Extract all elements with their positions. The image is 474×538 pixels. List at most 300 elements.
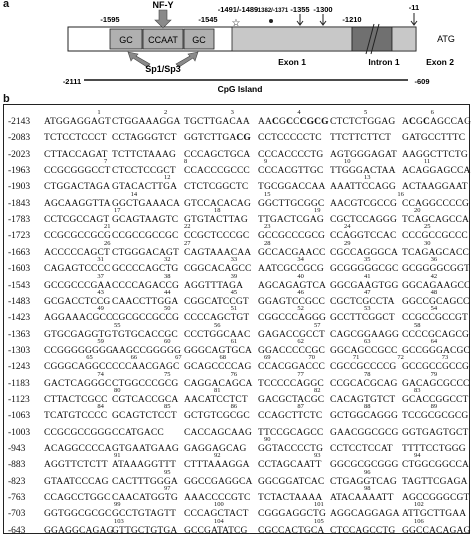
cpg-site-number: 105: [314, 517, 324, 525]
cpg-site-number: 28: [264, 239, 271, 247]
sequence-chunk: CCTCCTCCAT: [330, 444, 393, 454]
row-position: -643: [8, 525, 26, 536]
sequence-chunk: CCTCGCCAGT: [44, 215, 110, 226]
sequence-chunk: ACGCAGCCAG: [402, 117, 472, 127]
sequence-chunk: ATACAAAATT: [330, 493, 394, 504]
cpg-site-number: 73: [441, 354, 449, 362]
sequence-chunk: TTCCGCAGCC: [258, 427, 324, 438]
sequence-chunk: CGGCCCAGGG: [258, 313, 327, 324]
sequence-chunk: GGCTGAAACA: [112, 198, 180, 209]
sequence-chunk: GGCAGAAGCC: [402, 280, 471, 291]
cpg-site-number: 13: [364, 174, 371, 182]
cpg-site-number: 8: [184, 158, 188, 166]
sequence-chunk: TCCCCCAGGC: [258, 378, 324, 389]
cpg-site-number: 16: [397, 190, 404, 198]
pos-11: -11: [408, 3, 420, 12]
cpg-site-number: 61: [230, 337, 238, 345]
sequence-chunk: AAGCCGGGGG: [112, 345, 182, 356]
row-position: -2083: [8, 133, 31, 144]
sequence-chunk: CGCGCCGCCG: [112, 313, 179, 324]
sequence-chunk: GCACCGGCCT: [402, 394, 469, 405]
sequence-chunk: GACTCAGGGC: [44, 378, 112, 389]
sequence-chunk: GGGCAGTGCA: [184, 345, 252, 356]
sequence-chunk: CACCAGCAAG: [184, 427, 253, 438]
cpg-site-number: 92: [214, 452, 221, 460]
cpg-site-number: 3: [230, 109, 234, 116]
sequence-chunk: GTACACTTGA: [112, 182, 178, 193]
cpg-site-number: 37: [97, 272, 104, 280]
panel-a-label: a: [3, 0, 10, 10]
cpg-site-number: 24: [344, 223, 351, 231]
sequence-chunk: AGGTTCTCTT: [44, 460, 108, 471]
row-position: -1723: [8, 231, 31, 242]
cpg-site-number: 19: [314, 207, 321, 215]
cpg-site-number: 76: [230, 370, 238, 378]
sequence-chunk: TCAGCAGCCA: [402, 215, 469, 226]
cpg-site-number: 53: [364, 305, 371, 313]
sequence-chunk: CGGCACAGCC: [184, 264, 252, 275]
sequence-chunk: ATGGAGGAGT: [44, 117, 111, 127]
cpg-site-number: 57: [314, 321, 321, 329]
cpg-site-number: 47: [364, 288, 371, 296]
pos-1300: -1300: [313, 5, 333, 14]
sp-label: Sp1/Sp3: [145, 64, 181, 74]
cpg-site-number: 46: [297, 288, 304, 296]
intron1-label: Intron 1: [368, 57, 400, 67]
cpg-site-number: 15: [264, 190, 271, 198]
sequence-chunk: CAACATGGTG: [112, 493, 178, 504]
sequence-chunk: GCCTTCGGCT: [330, 313, 395, 324]
sequence-chunk: CAACCTTGGA: [112, 296, 179, 307]
cpg-site-number: 65: [86, 354, 93, 362]
cpg-site-number: 50: [164, 305, 171, 313]
sequence-chunk: CGCCAGGGCA: [330, 247, 399, 258]
row-position: -2023: [8, 149, 31, 160]
atg-label: ATG: [437, 34, 455, 44]
sequence-chunk: TGTGCACCGC: [112, 329, 178, 340]
row-position: -1543: [8, 280, 31, 291]
sequence-chunk: TCTACTAAAA: [258, 493, 323, 504]
cpg-site-number: 29: [344, 239, 351, 247]
sequence-chunk: GGACCCCCGC: [258, 345, 325, 356]
cpg-site-number: 58: [414, 321, 421, 329]
sequence-chunk: GCAGCCCCAG: [184, 362, 252, 373]
sequence-chunk: TGCGGACCAA: [258, 182, 326, 193]
sequence-chunk: CCGCGGGCCT: [44, 166, 111, 177]
row-position: -1903: [8, 182, 31, 193]
cpg-site-number: 94: [414, 452, 421, 460]
sequence-chunk: GGCGGATCAC: [258, 476, 325, 487]
cpg-site-number: 11: [424, 158, 431, 166]
sequence-chunk: CGCCGCCCCG: [330, 362, 397, 373]
cpg-site-number: 104: [214, 517, 224, 525]
exon-1-region: [232, 27, 352, 51]
cpg-site-number: 30: [424, 239, 431, 247]
sequence-chunk: GCTGTCGCGC: [184, 411, 250, 422]
sequence-chunk: CTTTAAAGGA: [184, 460, 250, 471]
sequence-chunk: TCTTCTAAAG: [112, 149, 177, 160]
sequence-chunk: GCAGTCTCCT: [112, 411, 177, 422]
sequence-chunk: CCCCAGACCG: [112, 280, 179, 291]
cpg-site-number: 35: [364, 256, 371, 264]
row-position: -1603: [8, 264, 31, 275]
sequence-chunk: ACCCCCAGCT: [44, 247, 110, 258]
sequence-chunk: CTCCTCCGCT: [112, 166, 176, 177]
cpg-site-number: 91: [114, 452, 121, 460]
sequence-chunk: CCAGCCTGGC: [44, 493, 111, 504]
row-position: -703: [8, 509, 26, 520]
sequence-chunk: CCCACCCCTG: [258, 149, 324, 160]
cpg-label: CpG Island: [217, 84, 263, 94]
cpg-site-number: 82: [314, 386, 321, 394]
cpg-site-number: 1: [97, 109, 101, 116]
sequence-chunk: CCTAGCAATT: [258, 460, 322, 471]
cpg-site-number: 79: [430, 370, 438, 378]
cpg-site-number: 59: [97, 337, 104, 345]
cpg-site-number: 60: [164, 337, 171, 345]
cpg-site-number: 6: [430, 109, 434, 116]
cpg-site-number: 23: [264, 223, 271, 231]
cpg-site-number: 66: [130, 354, 138, 362]
cpg-site-number: 10: [344, 158, 351, 166]
row-position: -1423: [8, 313, 31, 324]
sequence-chunk: GCTGGCAGGG: [330, 411, 398, 422]
exon2-label: Exon 2: [426, 57, 454, 67]
sequence-chunk: GTCCACACAG: [184, 198, 251, 209]
sequence-chunk: CACAGTGTCT: [330, 394, 396, 405]
pos-609: -609: [414, 77, 430, 86]
exon1-label: Exon 1: [278, 57, 306, 67]
cpg-site-number: 56: [214, 321, 221, 329]
sequence-chunk: CGGCATCCGT: [184, 296, 249, 307]
sequence-chunk: CCGGGGGGGG: [44, 345, 114, 356]
sequence-chunk: TTTTCCTGGG: [402, 444, 466, 454]
cpg-site-number: 62: [297, 337, 304, 345]
sequence-chunk: CAGGACAGCA: [184, 378, 253, 389]
sequence-chunk: AACATCCTCT: [184, 394, 248, 405]
sequence-chunk: GCGGGGCGGT: [402, 264, 470, 275]
gene-structure-diagram: [0, 0, 474, 96]
pos-1545: -1545: [198, 15, 218, 24]
cpg-site-number: 80: [114, 386, 121, 394]
cpg-site-number: 96: [364, 468, 371, 476]
sequence-chunk: GGCCGCAGCC: [402, 296, 470, 307]
cpg-site-number: 44: [164, 288, 171, 296]
row-position: -1663: [8, 247, 31, 258]
row-position: -1783: [8, 215, 31, 226]
gene-diagram-svg: [0, 0, 474, 96]
sequence-chunk: TCTCCTCCCT: [44, 133, 107, 144]
cpg-site-number: 25: [424, 223, 431, 231]
cpg-site-number: 64: [430, 337, 438, 345]
pos-1595: -1595: [100, 15, 120, 24]
cpg-site-number: 32: [164, 256, 171, 264]
cpg-site-number: 54: [430, 305, 438, 313]
cpg-site-number: 98: [364, 485, 371, 493]
arrow-1300: [320, 14, 326, 25]
cpg-site-number: 90: [264, 436, 271, 443]
cpg-site-number: 2: [164, 109, 168, 116]
pos-2111: -2111: [62, 77, 82, 86]
cpg-site-number: 5: [364, 109, 368, 116]
cpg-site-number: 18: [214, 207, 221, 215]
cpg-site-number: 40: [297, 272, 304, 280]
sequence-chunk: TCATGTCCCC: [44, 411, 108, 422]
cpg-site-number: 101: [314, 501, 324, 509]
cpg-site-number: 9: [264, 158, 268, 166]
sequence-chunk: CCGCACGCAG: [330, 378, 398, 389]
cpg-site-number: 49: [97, 305, 104, 313]
cpg-site-number: 86: [230, 403, 238, 411]
sequence-chunk: GTGAATGAAG: [112, 444, 179, 454]
cpg-site-number: 77: [297, 370, 304, 378]
sequence-chunk: GAACGGCGCG: [330, 427, 399, 438]
sequence-chunk: AACGCCCGCG: [258, 117, 329, 127]
sequence-chunk: TTGACTCGAG: [258, 215, 324, 226]
sequence-chunk: GGTCTTGACG: [184, 133, 251, 144]
cpg-site-number: 34: [297, 256, 304, 264]
sequence-chunk: GGCGCGCGGG: [330, 460, 399, 471]
cpg-site-number: 27: [184, 239, 191, 247]
nfy-label: NF-Y: [152, 0, 174, 10]
sequence-chunk: CAGCGGAAGG: [330, 329, 400, 340]
sequence-chunk: CGCTCGCCTA: [330, 296, 395, 307]
sequence-chunk: CGCTCCAGGG: [330, 215, 397, 226]
row-position: -823: [8, 476, 26, 487]
cpg-site-number: 97: [164, 485, 171, 493]
sequence-chunk: GCAGTAAGTC: [112, 215, 179, 226]
sequence-chunk: CCGCTCCCGC: [184, 231, 250, 242]
cpg-site-number: 93: [314, 452, 321, 460]
panel-b-label: b: [3, 93, 10, 105]
sequence-chunk: ATTGCTTGAA: [402, 509, 467, 520]
sequence-chunk: CTGGAAAGGA: [112, 117, 181, 127]
cpg-site-number: 36: [430, 256, 438, 264]
cpg-site-number: 51: [230, 305, 238, 313]
cpg-site-number: 87: [297, 403, 304, 411]
row-position: -1183: [8, 378, 30, 389]
sequence-chunk: CTCTCGGCTC: [184, 182, 249, 193]
cpg-site-number: 74: [97, 370, 104, 378]
star-marker: ☆: [231, 18, 241, 29]
cpg-site-number: 26: [104, 239, 111, 247]
sequence-chunk: TCCGCGCGCG: [402, 411, 469, 422]
sequence-chunk: AGCAGAGTCA: [258, 280, 326, 291]
ccaat-label: CCAAT: [148, 35, 178, 45]
sequence-chunk: CAGAGTCCCC: [44, 264, 111, 275]
sequence-chunk: GTAATCCCAG: [44, 476, 109, 487]
sequence-chunk: CTTACTCGCC: [44, 394, 108, 405]
sequence-chunk: CCACGGACCC: [258, 362, 325, 373]
cpg-site-number: 43: [97, 288, 104, 296]
row-position: -1003: [8, 427, 31, 438]
sequence-chunk: CCAGCTTCTC: [258, 411, 323, 422]
sequence-chunk: TTCTTCTTCT: [330, 133, 392, 144]
arrow-1355: [297, 14, 303, 25]
sequence-chunk: CGGGAGGCTG: [258, 509, 326, 520]
sequence-chunk: CTGAGGTCAG: [330, 476, 397, 487]
sequence-chunk: GCCGCCGCCG: [402, 362, 469, 373]
row-position: -943: [8, 444, 26, 454]
cpg-site-number: 72: [397, 354, 404, 362]
sequence-chunk: AGGCAGGAGA: [330, 509, 400, 520]
row-position: -883: [8, 460, 26, 471]
sequence-chunk: CCCAACGAGC: [112, 362, 180, 373]
sequence-chunk: CAGTAAACAA: [184, 247, 252, 258]
sequence-chunk: CCTAGGGTCT: [112, 133, 177, 144]
sequence-row: [4, 518, 469, 538]
sequence-chunk: ACAGGAGCCA: [402, 166, 471, 177]
cpg-site-number: 81: [214, 386, 221, 394]
sequence-chunk: CCAGGCCCCG: [402, 198, 469, 209]
sequence-chunk: CTCCAGCCTG: [330, 525, 396, 536]
sequence-chunk: GCCGGGACGC: [402, 345, 471, 356]
exon-2-region: [392, 27, 416, 51]
sequence-chunk: GGCCACAGAG: [402, 525, 471, 536]
cpg-site-number: 38: [164, 272, 171, 280]
sequence-chunk: AAACCCCGTC: [184, 493, 251, 504]
cpg-site-number: 12: [164, 174, 171, 182]
sequence-chunk: ACTAAGGAAT: [402, 182, 468, 193]
dot-marker: [269, 19, 273, 23]
cpg-site-number: 68: [219, 354, 227, 362]
sequence-chunk: GCGACCTCCG: [44, 296, 111, 307]
sequence-chunk: GCGGGGGCGC: [330, 264, 399, 275]
cpg-site-number: 70: [308, 354, 315, 362]
pos-1382: -1382/-1371: [255, 8, 289, 14]
sequence-chunk: CCAGGTCCAC: [330, 231, 397, 242]
sequence-chunk: CTCTCTGGAG: [330, 117, 396, 127]
sequence-chunk: AGGTTTAGA: [184, 280, 244, 291]
sequence-chunk: CCCACGTTGC: [258, 166, 324, 177]
pos-1491: -1491/-1489: [217, 5, 259, 14]
cpg-site-number: 63: [364, 337, 371, 345]
cpg-site-number: 84: [97, 403, 104, 411]
sequence-chunk: TCAGAGCACC: [402, 247, 469, 258]
sequence-chunk: AACGTCGCCG: [330, 198, 397, 209]
cpg-site-number: 22: [184, 223, 191, 231]
cpg-site-number: 17: [114, 207, 121, 215]
sequence-chunk: GGCCGAGGCA: [184, 476, 253, 487]
sequence-chunk: TGCTTGACAA: [184, 117, 250, 127]
row-position: -1843: [8, 198, 31, 209]
row-position: -763: [8, 493, 26, 504]
sequence-chunk: CTGGCGGCCA: [402, 460, 469, 471]
cpg-site-number: 106: [414, 517, 424, 525]
cpg-site-number: 31: [97, 256, 104, 264]
row-position: -1483: [8, 296, 31, 307]
cpg-site-number: 102: [414, 501, 424, 509]
cpg-site-number: 48: [430, 288, 438, 296]
cpg-site-number: 99: [114, 501, 121, 509]
sequence-chunk: CACTTTGGGA: [112, 476, 178, 487]
row-position: -1963: [8, 166, 31, 177]
row-position: -1303: [8, 345, 31, 356]
sequence-chunk: CCGCCGCCGT: [402, 313, 468, 324]
sequence-chunk: GGTGGCGCGC: [44, 509, 112, 520]
sequence-chunk: CGGGCAGGCC: [44, 362, 113, 373]
sequence-chunk: GACGCTACGC: [258, 394, 325, 405]
sequence-chunk: GGAGGCAGAG: [44, 525, 114, 536]
sequence-chunk: GTGCGAGGTG: [44, 329, 112, 340]
row-position: -1123: [8, 394, 30, 405]
cpg-site-number: 88: [364, 403, 371, 411]
cpg-site-number: 95: [164, 468, 171, 476]
cpg-site-number: 52: [297, 305, 304, 313]
row-position: -1063: [8, 411, 31, 422]
sequence-chunk: ATAAAGGTTT: [112, 460, 177, 471]
sequence-chunk: GTGTACTTAG: [184, 215, 248, 226]
sequence-chunk: AGTGGGAGAT: [330, 149, 397, 160]
pos-1355: -1355: [290, 5, 310, 14]
cpg-site-number: 14: [130, 190, 138, 198]
gc-label-2: GC: [192, 35, 206, 45]
sequence-chunk: AATCGCCGCG: [258, 264, 324, 275]
sequence-chunk: AGCCGGGCGT: [402, 493, 470, 504]
sequence-chunk: CCTCCCCCTC: [258, 133, 322, 144]
sequence-chunk: CTTACCAGAT: [44, 149, 108, 160]
sequence-chunk: TAGTTCGAGA: [402, 476, 468, 487]
sequence-chunk: GGTGAGTGCT: [402, 427, 469, 438]
row-position: -1363: [8, 329, 31, 340]
cpg-site-number: 33: [230, 256, 238, 264]
sequence-chunk: GGCAGCCGCC: [330, 345, 398, 356]
sequence-chunk: CCCAGCTACT: [184, 509, 249, 520]
row-position: -1243: [8, 362, 31, 373]
cpg-site-number: 69: [264, 354, 271, 362]
sequence-chunk: AAGGCTTCTG: [402, 149, 468, 160]
cpg-site-number: 89: [430, 403, 438, 411]
cpg-site-number: 4: [297, 109, 301, 116]
nfy-arrow: [155, 10, 171, 28]
cpg-site-number: 67: [175, 354, 182, 362]
sequence-chunk: CCACCCGCCC: [184, 166, 250, 177]
sequence-chunk: CGCCACTGCA: [258, 525, 325, 536]
sequence-chunk: GGCTTGCGGC: [258, 198, 325, 209]
cpg-site-number: 103: [114, 517, 124, 525]
sequence-chunk: GCCGATATCG: [184, 525, 248, 536]
sequence-chunk: GATGCCTTTC: [402, 133, 466, 144]
arrow-11: [411, 13, 417, 25]
sequence-chunk: GACAGCGCCC: [402, 378, 470, 389]
sequence-chunk: CCCCGCAGCG: [402, 329, 469, 340]
cpg-site-number: 85: [164, 403, 171, 411]
sequence-chunk: GAGGAGCAG: [184, 444, 247, 454]
sequence-chunk: CCCTGGCAAC: [184, 329, 251, 340]
sequence-chunk: CCGCCGCCGC: [112, 231, 179, 242]
sequence-chunk: CTGGGACAGT: [112, 247, 179, 258]
cpg-site-number: 75: [164, 370, 171, 378]
cpg-site-number: 7: [104, 158, 108, 166]
cpg-site-number: 83: [414, 386, 421, 394]
cpg-site-number: 39: [230, 272, 238, 280]
sequence-chunk: CCGCGCCGCG: [44, 231, 111, 242]
sequence-chunk: GAGACCGCCT: [258, 329, 325, 340]
gc-label-1: GC: [119, 35, 133, 45]
sequence-chunk: GGAGTCCGCC: [258, 296, 325, 307]
cpg-site-number: 42: [430, 272, 438, 280]
sequence-chunk: GTTGCTGTGA: [112, 525, 178, 536]
sequence-chunk: CTGGCCCGCG: [112, 378, 179, 389]
sequence-chunk: CGTCACCGCA: [112, 394, 179, 405]
sequence-panel: [3, 104, 470, 534]
sequence-chunk: CTGGACTAGA: [44, 182, 111, 193]
cpg-site-number: 71: [352, 354, 360, 362]
sequence-chunk: AGCAAGGTTA: [44, 198, 111, 209]
pos-1210: -1210: [342, 15, 362, 24]
sequence-chunk: TTGGGACTAA: [330, 166, 396, 177]
cpg-site-number: 45: [230, 288, 238, 296]
